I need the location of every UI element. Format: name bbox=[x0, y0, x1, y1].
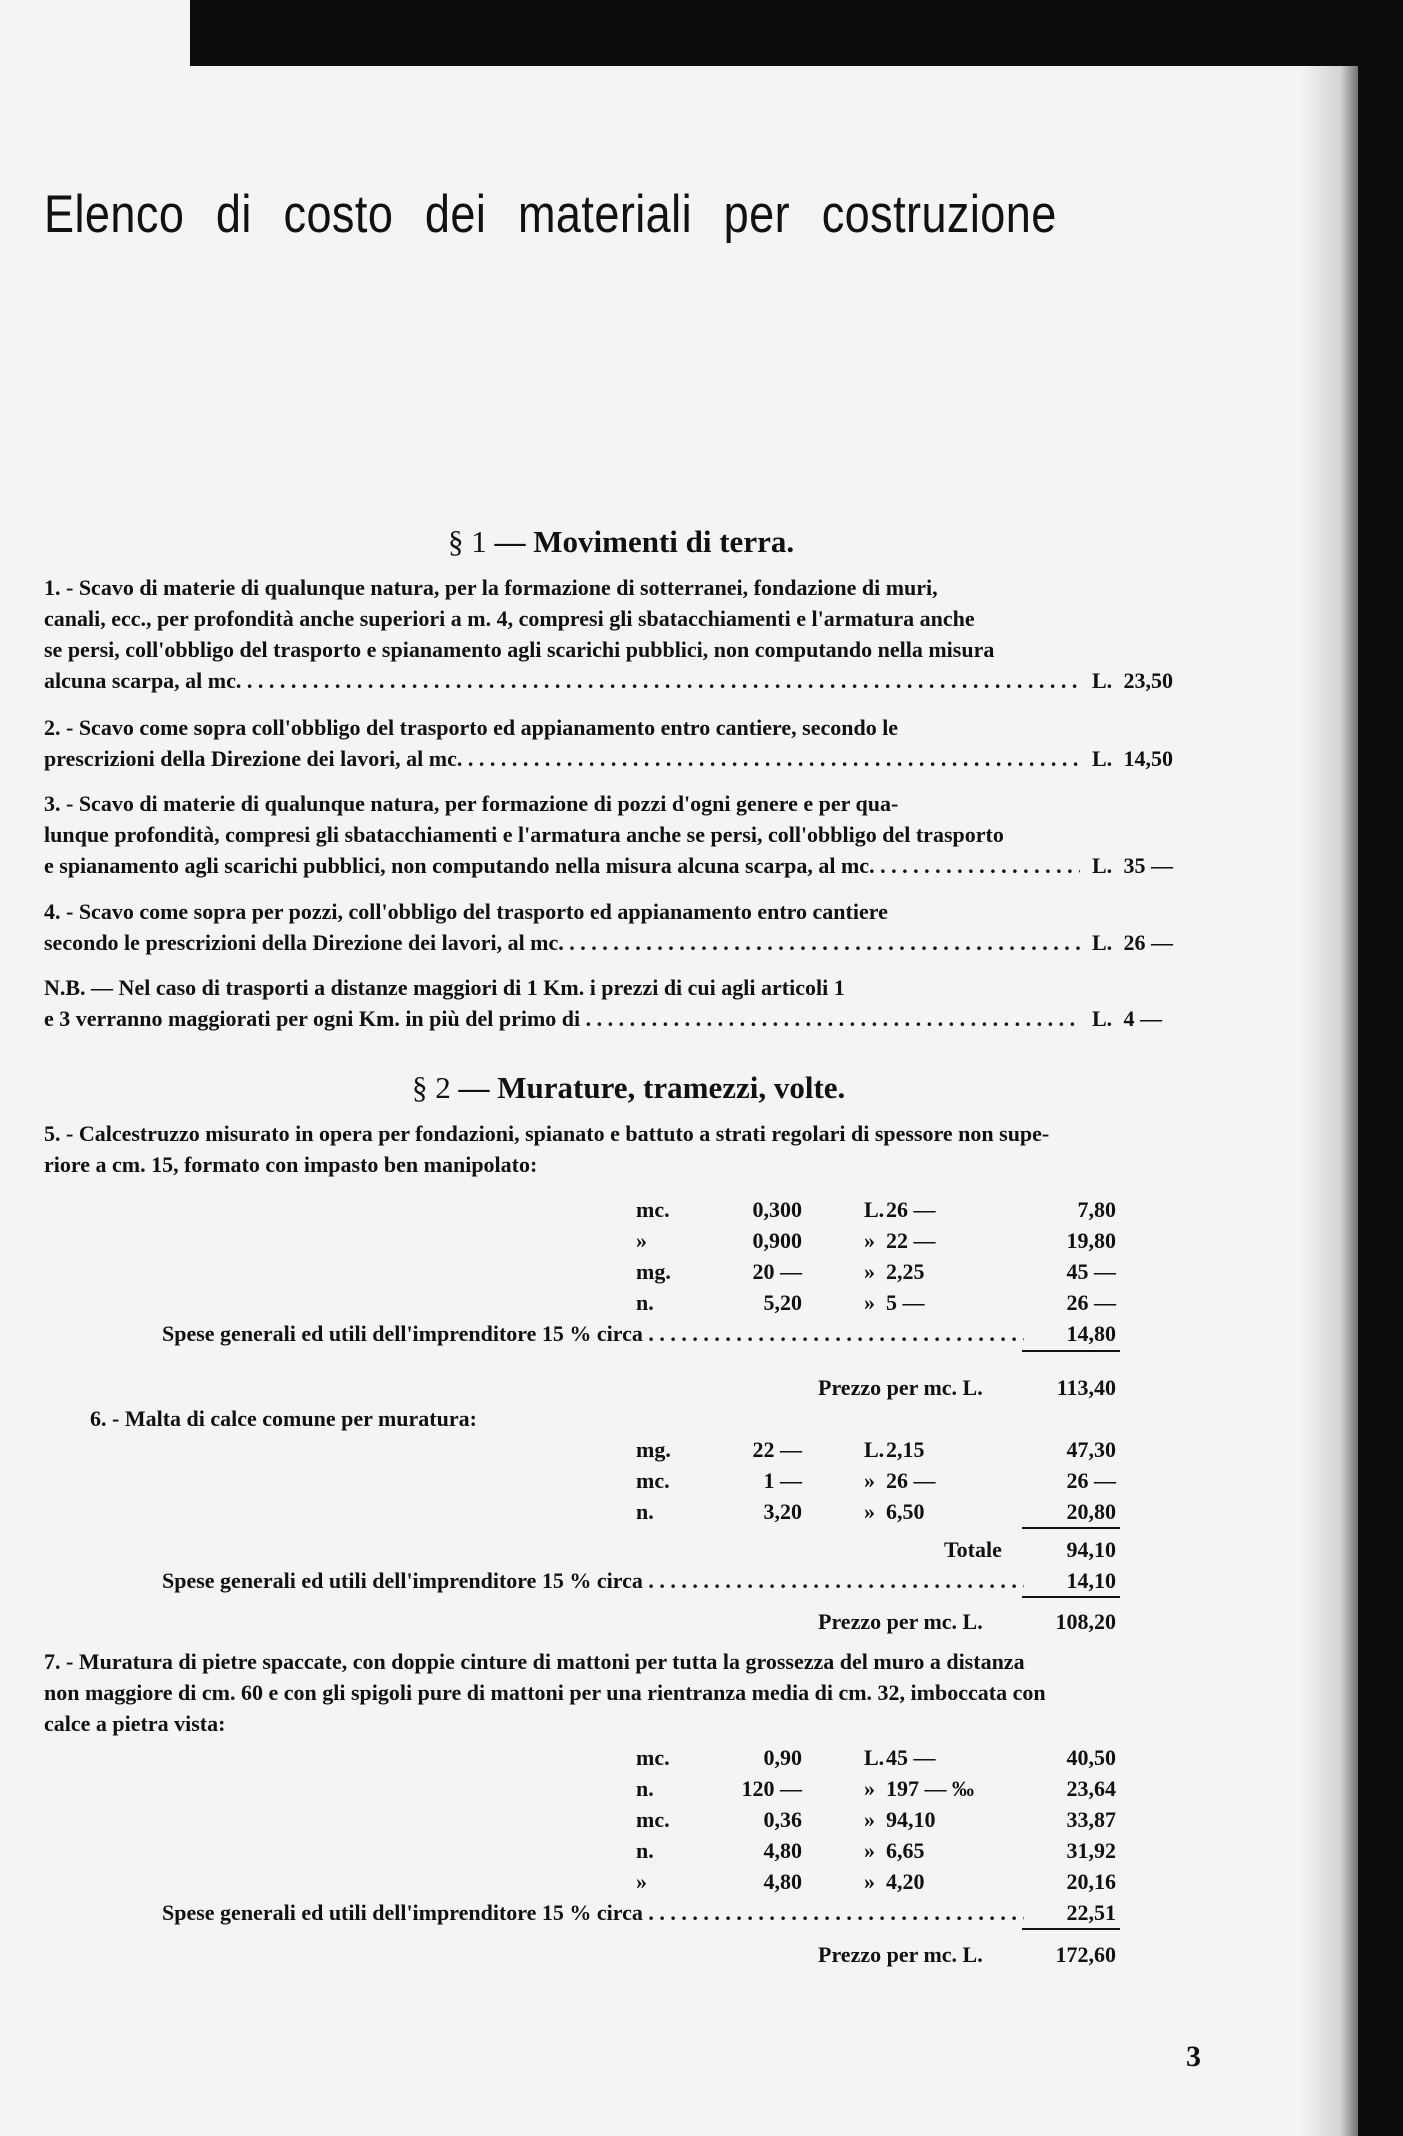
item-7-text bbox=[44, 1646, 1199, 1739]
item-6-subtotal-amount: 94,10 bbox=[1066, 1537, 1116, 1562]
sum-rule bbox=[1022, 1350, 1120, 1352]
item-6-subtotal-label: Totale bbox=[944, 1537, 1002, 1562]
item-2-line: 2. - Scavo come sopra coll'obbligo del trasporto ed appianamento entro cantiere, secondo le bbox=[44, 715, 899, 740]
item-5-line: riore a cm. 15, formato con impasto ben manipolato: bbox=[44, 1152, 538, 1177]
sum-rule bbox=[1022, 1596, 1120, 1598]
item-4-price bbox=[1092, 927, 1207, 958]
item-5-text bbox=[44, 1118, 1199, 1180]
price-value: 26 — bbox=[1123, 930, 1173, 955]
item-1-price bbox=[1092, 665, 1207, 696]
price-value: 14,50 bbox=[1123, 746, 1173, 771]
document-page: Elenco di costo dei materiali per costruzione § 1 — Movimenti di terra. 1. - Scavo di materie di qualunque natura, per la formazione di sotterranei, fondazione di muri, canali, ecc., per profondità anche superiori a m. 4, compresi gli sbatacchiamenti e l'armatura anche se persi, coll'obbligo del trasporto e spianamento agli scarichi pubblici, non computando nella misura alcuna scarpa, al mc. . . . L. 23,50 2. - Scavo come sopra coll'obbligo del trasporto ed appianamento entro cantiere, secondo le prescrizioni della Direzione dei lavori, al mc. . . . L. 14,50 3. - Scavo di materie di qualunque natura, per formazione di pozzi d'ogni genere e per qua- lunque profondità, compresi gli sbatacchiamenti e l'armatura anche se persi, coll'obbligo del trasporto e spianamento agli scarichi pubblici, non computando nella misura alcuna scarpa, al mc. . . . L. 35 — 4. - Scavo come sopra per pozzi, coll'obbligo del trasporto ed appianamento entro cantiere secondo le prescrizioni della Direzione dei lavori, al mc. . . . L. 26 — N.B. — Nel caso di trasporti a distanze maggiori di 1 Km. i prezzi di cui agli articoli 1 e 3 verranno maggiorati per ogni Km. in più del primo di . . . L. 4 — § 2 — Murature, tramezzi, volte. 5. - Calcestruzzo misurato in opera per fondazioni, spianato e battuto a strati regolari di spessore non supe- riore a cm. 15, formato con impasto ben manipolato: mc. 0,300 L. 26 — 7,80 » 0,900 » 22 — 19,80 mg. 20 — » 2,25 45 — n. 5,20 » 5 — 26 — Spese generali ed utili dell'imprenditore 15 % circa . . . 14,80 Prezzo per mc. L. 113,40 6. - Malta di calce comune per muratura: mg. 22 — L. 2,15 47,30 mc. 1 — » 26 — 26 — n. 3,20 » 6,50 20,80 Totale 94,10 Spese generali ed utili dell'imprenditore 15 % circa . . . 14,10 Prezzo per mc. L. 108,20 7. - Muratura di pietre spaccate, con doppie cinture di mattoni per tutta la grossezza del muro a distanza non maggiore di cm. 60 e con gli spigoli pure di mattoni per una rientranza media di cm. 32, imboccata con calce a pietra vista: mc. 0,90 L. 45 — 40,50 n. 120 — » 197 — ‰ 23,64 mc. 0,36 » 94,10 33,87 n. 4,80 » 6,65 31,92 » 4,80 » 4,20 20,16 Spese generali ed utili dell'imprenditore 15 % circa . . . 22,51 Prezzo per mc. L. 172,60 3 bbox=[0, 66, 1358, 2136]
item-7-line: 7. - Muratura di pietre spaccate, con doppie cinture di mattoni per tutta la grossezza del muro a distanza bbox=[44, 1649, 1025, 1674]
currency-label: L. bbox=[1092, 930, 1113, 955]
item-5-overhead-amount: 14,80 bbox=[1066, 1321, 1116, 1346]
item-7-total-amount: 172,60 bbox=[1055, 1942, 1116, 1967]
item-2-text bbox=[44, 712, 1080, 743]
nb-text bbox=[44, 972, 1080, 1003]
price-value: 4 — bbox=[1123, 1006, 1162, 1031]
page-title: Elenco di costo dei materiali per costruzione bbox=[44, 185, 1057, 244]
item-6-overhead-amount: 14,10 bbox=[1066, 1568, 1116, 1593]
item-5-line: 5. - Calcestruzzo misurato in opera per fondazioni, spianato e battuto a strati regolari di spessore non supe- bbox=[44, 1121, 1050, 1146]
item-5-total-amount: 113,40 bbox=[1056, 1375, 1116, 1400]
item-1-last-line: alcuna scarpa, al mc. . . . bbox=[44, 665, 1080, 696]
scan-edge-shadow bbox=[1300, 66, 1358, 2136]
currency-label: L. bbox=[1092, 668, 1113, 693]
item-4-text bbox=[44, 896, 1080, 927]
item-2-last-line: prescrizioni della Direzione dei lavori, al mc. . . . bbox=[44, 743, 1080, 774]
item-1-line: 1. - Scavo di materie di qualunque natura, per la formazione di sotterranei, fondazione di muri, bbox=[44, 575, 938, 600]
item-3-price bbox=[1092, 850, 1207, 881]
page-number: 3 bbox=[1186, 2040, 1201, 2073]
nb-line: N.B. — Nel caso di trasporti a distanze maggiori di 1 Km. i prezzi di cui agli articoli 1 bbox=[44, 975, 845, 1000]
section-1-dash: — bbox=[494, 524, 526, 559]
nb-last-line: e 3 verranno maggiorati per ogni Km. in più del primo di . . . bbox=[44, 1003, 1080, 1034]
item-1-line: canali, ecc., per profondità anche superiori a m. 4, compresi gli sbatacchiamenti e l'armatura anche bbox=[44, 606, 975, 631]
item-2-price bbox=[1092, 743, 1207, 774]
currency-label: L. bbox=[1092, 1006, 1113, 1031]
item-5-overhead-label: Spese generali ed utili dell'imprenditore 15 % circa . . . bbox=[162, 1318, 1024, 1349]
section-2-dash: — bbox=[458, 1070, 490, 1105]
price-value: 23,50 bbox=[1123, 668, 1173, 693]
item-1-line: se persi, coll'obbligo del trasporto e spianamento agli scarichi pubblici, non computando nella misura bbox=[44, 637, 995, 662]
item-7-line: non maggiore di cm. 60 e con gli spigoli pure di mattoni per una rientranza media di cm. 32, imboccata con bbox=[44, 1680, 1046, 1705]
item-4-last-line: secondo le prescrizioni della Direzione dei lavori, al mc. . . . bbox=[44, 927, 1080, 958]
item-5-total-label: Prezzo per mc. L. bbox=[818, 1375, 983, 1400]
section-1-title: Movimenti di terra. bbox=[533, 524, 795, 559]
nb-price bbox=[1092, 1003, 1207, 1034]
item-7-line: calce a pietra vista: bbox=[44, 1711, 226, 1736]
item-6-heading: 6. - Malta di calce comune per muratura: bbox=[90, 1406, 477, 1431]
page-corner bbox=[0, 0, 190, 66]
item-7-overhead-label: Spese generali ed utili dell'imprenditore 15 % circa . . . bbox=[162, 1897, 1024, 1928]
currency-label: L. bbox=[1092, 853, 1113, 878]
item-6-total-amount: 108,20 bbox=[1055, 1609, 1116, 1634]
section-2-title: Murature, tramezzi, volte. bbox=[497, 1070, 846, 1105]
item-4-line: 4. - Scavo come sopra per pozzi, coll'obbligo del trasporto ed appianamento entro cantiere bbox=[44, 899, 888, 924]
section-1-number: § 1 bbox=[448, 524, 487, 559]
item-3-text bbox=[44, 788, 1080, 850]
item-7-total-label: Prezzo per mc. L. bbox=[818, 1942, 983, 1967]
item-1-text bbox=[44, 572, 1080, 665]
sum-rule bbox=[1022, 1928, 1120, 1930]
item-7-overhead-amount: 22,51 bbox=[1066, 1900, 1116, 1925]
item-3-line: 3. - Scavo di materie di qualunque natura, per formazione di pozzi d'ogni genere e per qua- bbox=[44, 791, 899, 816]
item-3-line: lunque profondità, compresi gli sbatacchiamenti e l'armatura anche se persi, coll'obbligo del trasporto bbox=[44, 822, 1004, 847]
item-3-last-line: e spianamento agli scarichi pubblici, non computando nella misura alcuna scarpa, al mc. . . . bbox=[44, 850, 1080, 881]
currency-label: L. bbox=[1092, 746, 1113, 771]
section-1-heading bbox=[448, 524, 794, 560]
sum-rule bbox=[1022, 1527, 1120, 1529]
item-6-total-label: Prezzo per mc. L. bbox=[818, 1609, 983, 1634]
price-value: 35 — bbox=[1123, 853, 1173, 878]
item-6-overhead-label: Spese generali ed utili dell'imprenditore 15 % circa . . . bbox=[162, 1565, 1024, 1596]
section-2-number: § 2 bbox=[412, 1070, 451, 1105]
section-2-heading bbox=[412, 1070, 845, 1106]
